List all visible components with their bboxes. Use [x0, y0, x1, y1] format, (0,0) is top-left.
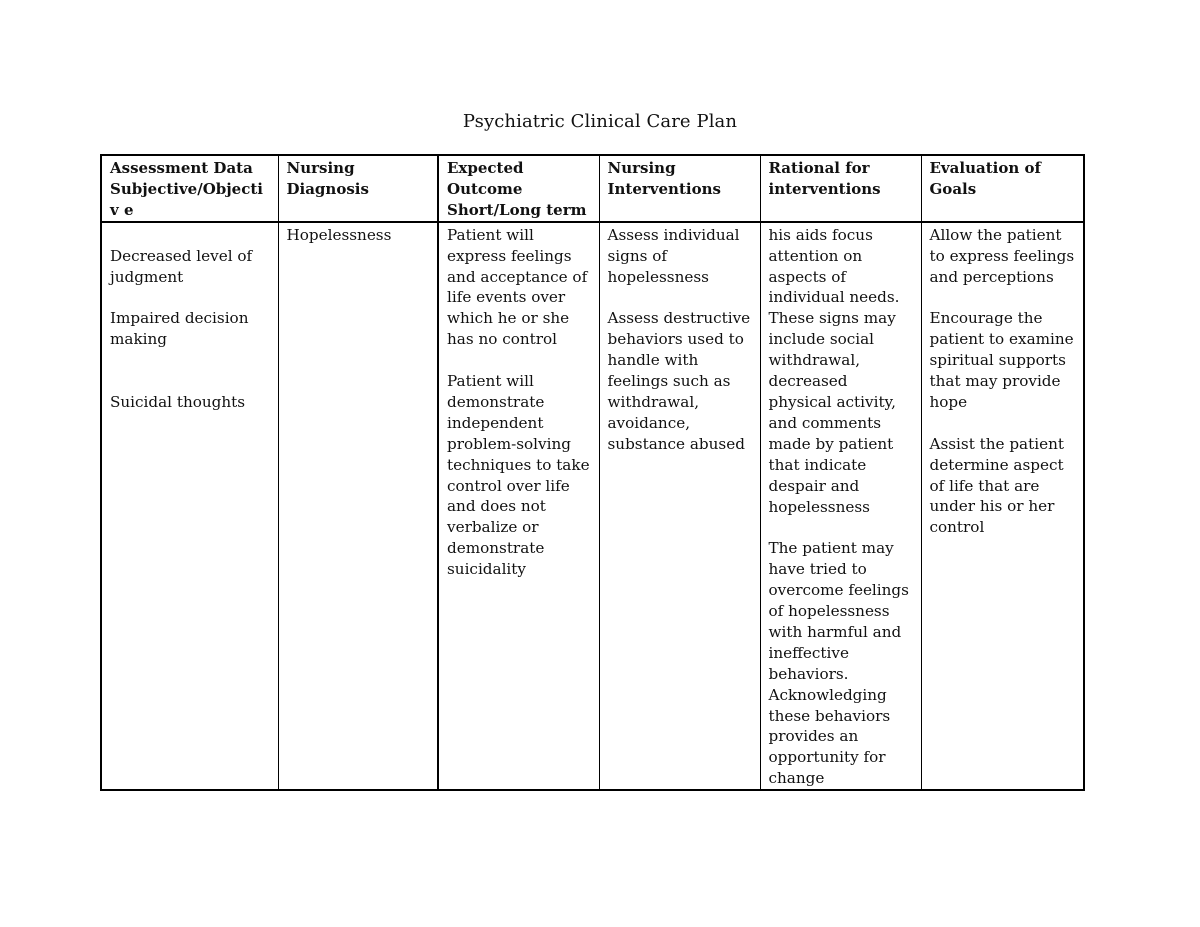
document-title: Psychiatric Clinical Care Plan	[462, 111, 738, 132]
evaluation-cell	[921, 222, 1084, 790]
assessment-item: Decreased level of judgment	[110, 246, 253, 286]
intervention-item: Assess individual signs of hopelessness	[607, 225, 740, 286]
diagnosis-text: Hopelessness	[286, 225, 392, 244]
rationale-item: The patient may have tried to overcome feelings of hopelessness with harmful and ineffective behaviors. Acknowledging these behaviors provides an opportunity for change	[768, 539, 909, 788]
outcome-item: Patient will demonstrate independent problem-solving techniques to take control over life and does not verbalize or demonstrate suicidality	[447, 372, 590, 579]
rationale-cell	[760, 222, 921, 790]
header-rational-for-interventions: Rational for interventions	[760, 155, 921, 222]
assessment-cell	[101, 222, 278, 790]
outcome-item: Patient will express feelings and acceptance of life events over which he or she has no control	[447, 225, 588, 349]
outcome-cell	[438, 222, 599, 790]
assessment-item: Suicidal thoughts	[110, 392, 246, 411]
assessment-item: Impaired decision making	[110, 309, 249, 349]
header-expected-outcome: Expected Outcome Short/Long term	[438, 155, 599, 222]
rationale-item: his aids focus attention on aspects of individual needs. These signs may include social withdrawal, decreased physical activity, and comments made by patient that indicate despair and hopelessness	[768, 225, 900, 516]
table-header-row	[101, 155, 1084, 222]
care-plan-table	[100, 154, 1085, 791]
interventions-cell	[599, 222, 760, 790]
intervention-item: Assess destructive behaviors used to handle with feelings such as withdrawal, avoidance, substance abused	[607, 309, 751, 453]
evaluation-item: Assist the patient determine aspect of life that are under his or her control	[929, 434, 1064, 537]
header-assessment-data: Assessment Data Subjective/Objectiv e	[101, 155, 278, 222]
header-evaluation-of-goals: Evaluation of Goals	[921, 155, 1084, 222]
table-row	[101, 222, 1084, 790]
header-nursing-interventions: Nursing Interventions	[599, 155, 760, 222]
evaluation-item: Allow the patient to express feelings and perceptions	[929, 225, 1075, 286]
diagnosis-cell	[278, 222, 438, 790]
header-nursing-diagnosis: Nursing Diagnosis	[278, 155, 438, 222]
evaluation-item: Encourage the patient to examine spiritual supports that may provide hope	[929, 309, 1074, 411]
